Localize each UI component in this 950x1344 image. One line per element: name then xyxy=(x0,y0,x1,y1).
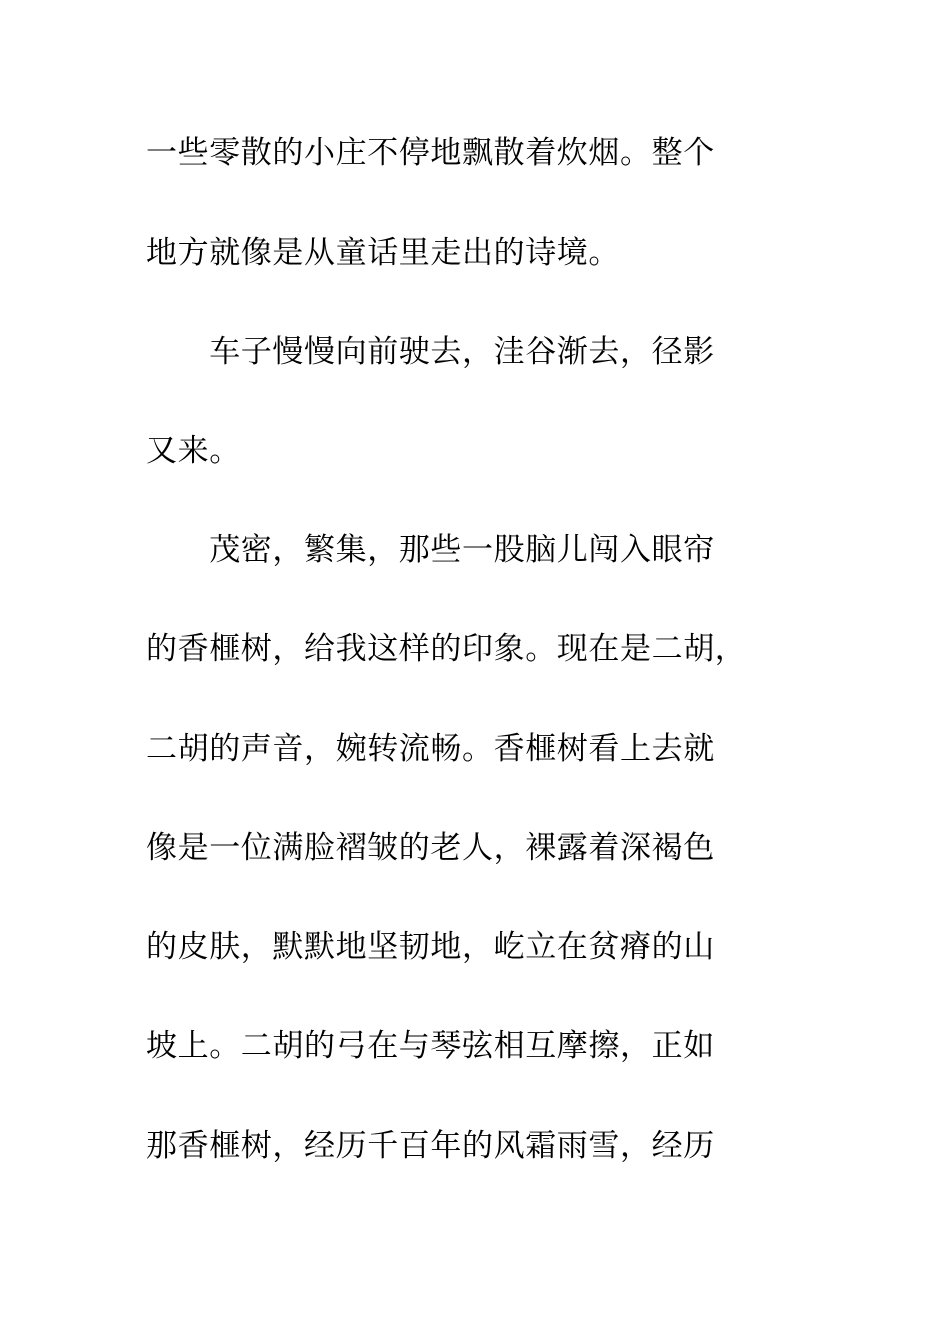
text-line-9: 的皮肤，默默地坚韧地，屹立在贫瘠的山 xyxy=(146,929,715,965)
text-line-4: 又来。 xyxy=(146,433,241,469)
text-line-7: 二胡的声音，婉转流畅。香榧树看上去就 xyxy=(146,731,715,767)
text-line-10: 坡上。二胡的弓在与琴弦相互摩擦，正如 xyxy=(146,1028,715,1064)
text-line-3: 车子慢慢向前驶去，洼谷渐去，径影 xyxy=(146,334,715,370)
text-line-8: 像是一位满脸褶皱的老人，裸露着深褐色 xyxy=(146,830,715,866)
text-line-6: 的香榧树，给我这样的印象。现在是二胡， xyxy=(146,631,747,667)
text-line-11: 那香榧树，经历千百年的风霜雨雪，经历 xyxy=(146,1128,715,1164)
text-line-2: 地方就像是从童话里走出的诗境。 xyxy=(146,235,620,271)
text-line-1: 一些零散的小庄不停地飘散着炊烟。整个 xyxy=(146,135,715,171)
text-line-5: 茂密，繁集，那些一股脑儿闯入眼帘 xyxy=(146,532,715,568)
